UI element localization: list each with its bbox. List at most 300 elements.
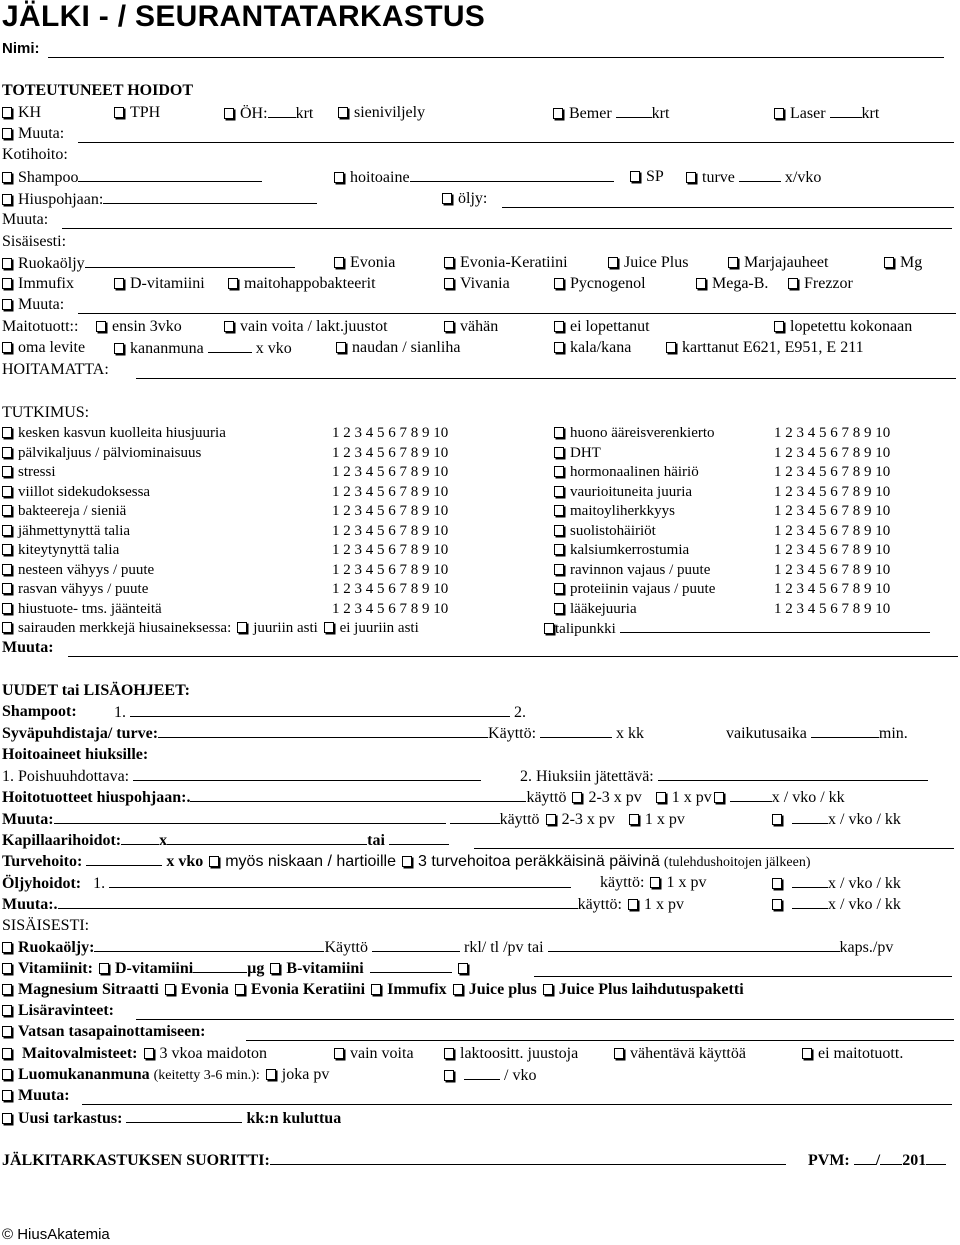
karttanut-checkbox[interactable]: [666, 342, 676, 353]
study-right-label: proteiinin vajaus / puute: [570, 581, 716, 597]
study-right-checkbox[interactable]: [554, 486, 564, 497]
sairauden-label: sairauden merkkejä hiusaineksessa:: [18, 620, 232, 636]
vivania-label: Vivania: [460, 275, 510, 292]
study-left-label: jähmettynyttä talia: [18, 522, 131, 539]
scalp-products-row: [2, 786, 958, 808]
juuriin-checkbox[interactable]: [237, 622, 247, 633]
ruokaoljy2-kaytto-field[interactable]: [372, 936, 460, 952]
immufix2-checkbox[interactable]: [371, 984, 381, 995]
internal2-label: SISÄISESTI:: [2, 917, 90, 934]
vaikutusaika-min: min.: [878, 725, 908, 742]
evonia2-label: Evonia: [180, 981, 229, 998]
conditioner-row: [2, 765, 958, 787]
sieniviljely-checkbox[interactable]: [338, 107, 348, 118]
hoitoaine-label: hoitoaine: [350, 169, 410, 186]
ruokaoljy2-label: Ruokaöljy:: [18, 939, 95, 956]
juice-plus-checkbox[interactable]: [608, 257, 618, 268]
marjajauheet-checkbox[interactable]: [728, 257, 738, 268]
muuta-dot-field[interactable]: [58, 893, 578, 909]
shampoo-field[interactable]: [78, 166, 262, 182]
maitohappo-checkbox[interactable]: [228, 278, 238, 289]
vitamiinit-row: [2, 957, 958, 979]
ensin3-label: ensin 3vko: [112, 318, 182, 335]
vahentava-checkbox[interactable]: [614, 1048, 624, 1059]
internal-other-label: Muuta:: [18, 296, 65, 313]
oljyhoidot-row: [2, 872, 958, 894]
hoitoaineet-label: Hoitoaineet hiuksille:: [2, 746, 149, 763]
rating-scale[interactable]: 1 2 3 4 5 6 7 8 9 10: [332, 503, 449, 519]
study-left-checkbox[interactable]: [2, 447, 12, 458]
tph-checkbox[interactable]: [114, 107, 124, 118]
bvit-checkbox[interactable]: [270, 963, 280, 974]
pycnogenol-checkbox[interactable]: [554, 278, 564, 289]
study-right-checkbox[interactable]: [554, 583, 564, 594]
uusi-row: [2, 1107, 958, 1129]
dvit2-field[interactable]: [193, 957, 247, 973]
ei-lopettanut-checkbox[interactable]: [554, 321, 564, 332]
home-care-label: Kotihoito:: [2, 146, 68, 163]
treatments-row: [2, 102, 958, 124]
pvm-year: 201: [902, 1152, 927, 1169]
ei-maito-checkbox[interactable]: [802, 1048, 812, 1059]
study-left-checkbox[interactable]: [2, 544, 12, 555]
study-other-field[interactable]: [68, 641, 958, 657]
hiuspohjaan-kaytto: käyttö: [526, 789, 567, 806]
dvit2-label: D-vitamiini: [114, 960, 194, 977]
study-other-row: [2, 637, 958, 659]
oljyhoidot-field[interactable]: [109, 872, 571, 888]
rating-scale[interactable]: 1 2 3 4 5 6 7 8 9 10: [774, 522, 891, 539]
oljy-checkbox[interactable]: [442, 193, 452, 204]
name-field[interactable]: [48, 42, 944, 58]
talipunkki-label: talipunkki: [555, 621, 616, 637]
hoitoaineet-heading: [2, 744, 958, 766]
new-other-1: 1 x pv: [644, 811, 685, 828]
new-other-x-checkbox[interactable]: [772, 814, 782, 825]
internal-other-field[interactable]: [78, 298, 956, 314]
study-right-checkbox[interactable]: [554, 603, 564, 614]
rating-scale[interactable]: 1 2 3 4 5 6 7 8 9 10: [774, 581, 891, 597]
evonia-label: Evonia: [350, 254, 396, 271]
mg-checkbox[interactable]: [884, 257, 894, 268]
vitamiinit-checkbox[interactable]: [2, 963, 12, 974]
oljyhoidot-1-checkbox[interactable]: [650, 877, 660, 888]
maitovalmisteet-label: Maitovalmisteet:: [22, 1045, 138, 1062]
study-left-checkbox[interactable]: [2, 466, 12, 477]
shampoot-row: [2, 701, 958, 723]
study-right-label: vaurioituneita juuria: [570, 483, 693, 500]
turvehoito-row: [2, 850, 958, 872]
pvm-label: PVM:: [808, 1152, 850, 1169]
hiuspohjaan-label2: Hoitotuotteet hiuspohjaan:.: [2, 789, 191, 806]
muuta-dot-x-checkbox[interactable]: [772, 899, 782, 910]
study-right-label: maitoyliherkkyys: [570, 503, 675, 519]
rating-scale[interactable]: 1 2 3 4 5 6 7 8 9 10: [332, 483, 449, 500]
oljy-field[interactable]: [502, 192, 954, 208]
naudan-checkbox[interactable]: [336, 342, 346, 353]
evonia-keratiini-label: Evonia-Keratiini: [460, 254, 568, 271]
turve3-checkbox[interactable]: [402, 856, 412, 867]
dvit-checkbox[interactable]: [114, 278, 124, 289]
vitamiinit-other-checkbox[interactable]: [458, 963, 468, 974]
hiuspohjaan-field[interactable]: [103, 188, 317, 204]
new-other-field[interactable]: [54, 808, 446, 824]
pvm-month-field[interactable]: [880, 1149, 902, 1165]
rating-scale[interactable]: 1 2 3 4 5 6 7 8 9 10: [332, 522, 449, 539]
muuta-dot-1-checkbox[interactable]: [628, 899, 638, 910]
vain-voita2-label: vain voita: [350, 1045, 414, 1062]
rating-scale[interactable]: 1 2 3 4 5 6 7 8 9 10: [774, 425, 891, 441]
laser-label: Laser: [790, 105, 826, 122]
rating-scale[interactable]: 1 2 3 4 5 6 7 8 9 10: [774, 464, 891, 480]
turve-field[interactable]: [739, 166, 781, 182]
study-heading: [2, 402, 958, 424]
new-other-field-2[interactable]: [450, 808, 500, 824]
new-heading: [2, 680, 958, 702]
hoitoaine-checkbox[interactable]: [334, 172, 344, 183]
syvapuhdistaja-kaytto-field[interactable]: [540, 722, 612, 738]
tph-label: TPH: [130, 104, 161, 121]
muuta-dot-1: 1 x pv: [644, 896, 684, 913]
vivania-checkbox[interactable]: [444, 278, 454, 289]
ruokaoljy2-row: [2, 936, 958, 958]
ruokaoljy2-kaps: kaps./pv: [839, 939, 894, 956]
internal2-other-row: [2, 1085, 958, 1107]
new-other-23: 2-3 x pv: [561, 811, 615, 828]
oljy-label: öljy:: [458, 190, 488, 207]
study-right-checkbox[interactable]: [554, 505, 564, 516]
rating-scale[interactable]: 1 2 3 4 5 6 7 8 9 10: [332, 444, 449, 461]
study-left-label: nesteen vähyys / puute: [18, 561, 155, 578]
hiuspohjaan-1-checkbox[interactable]: [656, 792, 666, 803]
study-left-label: kiteytynyttä talia: [18, 542, 120, 558]
oljyhoidot-label: Öljyhoidot:: [2, 875, 82, 892]
name-row: [2, 38, 958, 60]
vahan-checkbox[interactable]: [444, 321, 454, 332]
study-right-checkbox[interactable]: [554, 525, 564, 536]
luomu-vko-field[interactable]: [464, 1064, 500, 1080]
ruokaoljy2-checkbox[interactable]: [2, 942, 12, 953]
oljyhoidot-x-field[interactable]: [792, 872, 828, 888]
form-title: JÄLKI - / SEURANTATARKASTUS: [2, 0, 486, 33]
study-right-checkbox[interactable]: [554, 564, 564, 575]
vahan-label: vähän: [460, 318, 499, 335]
shampoo-checkbox[interactable]: [2, 172, 12, 183]
study-right-label: lääkejuuria: [570, 600, 637, 617]
study-left-label: stressi: [18, 464, 56, 480]
laktoositt-checkbox[interactable]: [444, 1048, 454, 1059]
study-left-checkbox[interactable]: [2, 525, 12, 536]
home-other-label: Muuta:: [2, 211, 49, 228]
rating-scale[interactable]: 1 2 3 4 5 6 7 8 9 10: [332, 425, 449, 441]
kapillaari-x: x: [159, 832, 168, 849]
evonia-checkbox[interactable]: [334, 257, 344, 268]
syvapuhdistaja-xkk: x kk: [616, 725, 645, 742]
study-right-checkbox[interactable]: [554, 447, 564, 458]
rating-scale[interactable]: 1 2 3 4 5 6 7 8 9 10: [774, 483, 891, 500]
turvehoito-xvko: x vko: [166, 853, 204, 870]
frezzor-checkbox[interactable]: [788, 278, 798, 289]
new-other-xvkokk: x / vko / kk: [828, 811, 901, 828]
kapillaari-field-4[interactable]: [474, 833, 954, 849]
internal-heading: [2, 231, 958, 253]
ruokaoljy2-field[interactable]: [94, 936, 324, 952]
hiuspohjaan-23-checkbox[interactable]: [572, 792, 582, 803]
lisaravinteet-row: [2, 1000, 958, 1022]
evonia-k2-checkbox[interactable]: [235, 984, 245, 995]
internal2-other-label: Muuta:: [18, 1087, 70, 1104]
dvit2-checkbox[interactable]: [99, 963, 109, 974]
rating-scale[interactable]: 1 2 3 4 5 6 7 8 9 10: [774, 542, 891, 558]
ei-juuriin-checkbox[interactable]: [324, 622, 334, 633]
study-right-checkbox[interactable]: [554, 466, 564, 477]
turve-label: turve: [702, 169, 735, 186]
laser-count-field[interactable]: [830, 102, 862, 118]
pvm-year-field[interactable]: [926, 1149, 946, 1165]
niskaan-label: myös niskaan / hartioille: [225, 853, 396, 870]
new-other-row: [2, 808, 958, 830]
hoitoaine-field[interactable]: [410, 166, 614, 182]
uusi-field[interactable]: [126, 1107, 242, 1123]
juice-laihd-checkbox[interactable]: [543, 984, 553, 995]
internal-label: Sisäisesti:: [2, 233, 67, 250]
muuta-dot-x-field[interactable]: [792, 893, 828, 909]
maitovalmisteet-checkbox[interactable]: [2, 1048, 12, 1059]
internal-other-checkbox[interactable]: [2, 299, 12, 310]
disease-signs-row: [2, 617, 958, 639]
oljyhoidot-x-checkbox[interactable]: [772, 878, 782, 889]
luomu-label: Luomukananmuna: [18, 1066, 150, 1083]
three-vkoa-checkbox[interactable]: [144, 1048, 154, 1059]
rating-scale[interactable]: 1 2 3 4 5 6 7 8 9 10: [332, 600, 449, 617]
laktoositt-label: laktoositt. juustoja: [460, 1045, 579, 1062]
vain-voita-checkbox[interactable]: [224, 321, 234, 332]
study-right-checkbox[interactable]: [554, 427, 564, 438]
sairauden-checkbox[interactable]: [2, 622, 12, 633]
rating-scale[interactable]: 1 2 3 4 5 6 7 8 9 10: [774, 600, 891, 617]
juice2-checkbox[interactable]: [453, 984, 463, 995]
juice-plus-label: Juice Plus: [624, 254, 689, 271]
rating-scale[interactable]: 1 2 3 4 5 6 7 8 9 10: [332, 581, 449, 597]
study-left-label: hiustuote- tms. jäänteitä: [18, 600, 162, 617]
oma-levite-checkbox[interactable]: [2, 342, 12, 353]
study-left-checkbox[interactable]: [2, 505, 12, 516]
kh-checkbox[interactable]: [2, 107, 12, 118]
sp-checkbox[interactable]: [630, 171, 640, 182]
syvapuhdistaja-row: [2, 722, 958, 744]
uusi-checkbox[interactable]: [2, 1113, 12, 1124]
kala-checkbox[interactable]: [554, 342, 564, 353]
kapillaari-field[interactable]: [121, 829, 159, 845]
syvapuhdistaja-label: Syväpuhdistaja/ turve:: [2, 725, 159, 742]
hiuspohjaan-1: 1 x pv: [671, 789, 712, 806]
home-care-row: [2, 166, 958, 188]
kapillaari-field-3[interactable]: [389, 829, 449, 845]
study-left-checkbox[interactable]: [2, 603, 12, 614]
pvm-day-field[interactable]: [854, 1149, 876, 1165]
rating-scale[interactable]: 1 2 3 4 5 6 7 8 9 10: [332, 542, 449, 558]
shampoo-1-field[interactable]: [130, 701, 510, 717]
maitovalmisteet-row: [2, 1043, 958, 1065]
vatsan-field[interactable]: [246, 1025, 954, 1041]
maitohappo-label: maitohappobakteerit: [244, 275, 376, 292]
vahentava-label: vähentävä käyttöä: [630, 1045, 746, 1062]
talipunkki-field[interactable]: [620, 617, 930, 633]
ruokaoljy2-rkl: rkl/ tl /pv tai: [464, 939, 544, 956]
immufix2-label: Immufix: [387, 981, 447, 998]
evonia-k2-label: Evonia Keratiini: [250, 981, 366, 998]
oljyhoidot-one: 1.: [93, 875, 106, 892]
vaikutusaika-field[interactable]: [811, 722, 879, 738]
internal2-other-checkbox[interactable]: [2, 1090, 12, 1101]
bemer-checkbox[interactable]: [553, 108, 563, 119]
ei-juuriin-label: ei juuriin asti: [339, 620, 419, 636]
other-label: Muuta:: [18, 125, 65, 142]
shampoot-one: 1.: [114, 704, 126, 721]
home-other-row: [2, 209, 958, 231]
magnesium-label: Magnesium Sitraatti: [18, 981, 159, 998]
new-other-kaytto: käyttö: [499, 811, 540, 828]
rating-scale[interactable]: 1 2 3 4 5 6 7 8 9 10: [774, 444, 891, 461]
syvapuhdistaja-field[interactable]: [158, 722, 488, 738]
laser-checkbox[interactable]: [774, 108, 784, 119]
study-right-label: huono ääreisverenkierto: [570, 425, 715, 441]
internal-row-2: [2, 273, 958, 295]
joka-pv-checkbox[interactable]: [266, 1069, 276, 1080]
study-right-label: kalsiumkerrostumia: [570, 542, 690, 558]
shampoot-label: Shampoot:: [2, 703, 77, 720]
rating-scale[interactable]: 1 2 3 4 5 6 7 8 9 10: [774, 561, 891, 578]
jatettava-label: 2. Hiuksiin jätettävä:: [520, 768, 654, 785]
rating-scale[interactable]: 1 2 3 4 5 6 7 8 9 10: [332, 561, 449, 578]
kananmuna-field[interactable]: [208, 337, 252, 353]
talipunkki-checkbox[interactable]: [544, 623, 554, 634]
kananmuna-checkbox[interactable]: [114, 343, 124, 354]
new-other-label: Muuta:: [2, 811, 54, 828]
dvit2-unit: µg: [247, 960, 265, 977]
ei-maito-label: ei maitotuott.: [818, 1045, 904, 1062]
hiuspohjaan-23: 2-3 x pv: [588, 789, 642, 806]
lopetettu-label: lopetettu kokonaan: [790, 318, 913, 335]
kapillaari-row: [2, 829, 958, 851]
poishuuhdottava-field[interactable]: [133, 765, 481, 781]
study-left-checkbox[interactable]: [2, 583, 12, 594]
hiuspohjaan-product-field[interactable]: [190, 786, 526, 802]
hoitamatta-row: [2, 359, 958, 381]
study-other-label: Muuta:: [2, 639, 54, 656]
other-field[interactable]: [78, 127, 954, 143]
oh-count-field[interactable]: [268, 102, 296, 118]
lopetettu-checkbox[interactable]: [774, 321, 784, 332]
vain-voita2-checkbox[interactable]: [334, 1048, 344, 1059]
rating-scale[interactable]: 1 2 3 4 5 6 7 8 9 10: [774, 503, 891, 519]
luomu-vko-label: / vko: [504, 1067, 537, 1084]
home-other-field[interactable]: [62, 213, 952, 229]
hoitamatta-label: HOITAMATTA:: [2, 361, 109, 378]
study-left-label: viillot sidekudoksessa: [18, 483, 151, 500]
frezzor-label: Frezzor: [804, 275, 853, 292]
immufix-checkbox[interactable]: [2, 278, 12, 289]
joka-pv-label: joka pv: [281, 1066, 330, 1083]
new-other-1-checkbox[interactable]: [629, 814, 639, 825]
megab-checkbox[interactable]: [696, 278, 706, 289]
ruokaoljy-field[interactable]: [85, 252, 295, 268]
turve3-note: (tulehdushoitojen jälkeen): [663, 855, 811, 870]
ruokaoljy2-kaps-field[interactable]: [548, 936, 840, 952]
study-right-checkbox[interactable]: [554, 544, 564, 555]
turve-checkbox[interactable]: [686, 172, 696, 183]
kapillaari-field-2[interactable]: [167, 829, 367, 845]
kapillaari-label: Kapillaarihoidot:: [2, 832, 122, 849]
vatsan-checkbox[interactable]: [2, 1026, 12, 1037]
rating-scale[interactable]: 1 2 3 4 5 6 7 8 9 10: [332, 464, 449, 480]
evonia2-checkbox[interactable]: [165, 984, 175, 995]
shampoot-two: 2.: [514, 704, 526, 721]
bemer-count-field[interactable]: [616, 102, 652, 118]
sieniviljely-label: sieniviljely: [354, 104, 426, 121]
vatsan-label: Vatsan tasapainottamiseen:: [18, 1023, 206, 1040]
luomu-row: [2, 1064, 958, 1086]
supplements-row: [2, 979, 958, 1001]
luomu-checkbox[interactable]: [2, 1069, 12, 1080]
kapillaari-tai: tai: [367, 832, 385, 849]
hoitamatta-field[interactable]: [136, 363, 956, 379]
vitamiinit-other-field[interactable]: [534, 961, 952, 977]
suoritti-field[interactable]: [270, 1149, 786, 1165]
immufix-label: Immufix: [18, 275, 74, 292]
turvehoito-field[interactable]: [86, 850, 162, 866]
juuriin-label: juuriin asti: [253, 620, 318, 636]
niskaan-checkbox[interactable]: [209, 856, 219, 867]
study-left-label: bakteereja / sieniä: [18, 503, 127, 519]
bvit-label: B-vitamiini: [286, 960, 364, 977]
study-left-checkbox[interactable]: [2, 564, 12, 575]
study-right-label: suolistohäiriöt: [570, 522, 656, 539]
syvapuhdistaja-kaytto: Käyttö:: [488, 725, 537, 742]
shampoo-label: Shampoo: [18, 169, 79, 186]
muuta-dot-label: Muuta:.: [2, 896, 58, 913]
bvit-field[interactable]: [370, 957, 452, 973]
hiuspohjaan-x-checkbox[interactable]: [714, 792, 724, 803]
other-checkbox[interactable]: [2, 128, 12, 139]
ruokaoljy-checkbox[interactable]: [2, 258, 12, 269]
dairy-row: [2, 316, 958, 338]
hiuspohjaan-x-field[interactable]: [730, 786, 772, 802]
lisaravinteet-field[interactable]: [136, 1004, 954, 1020]
new-other-x-field[interactable]: [792, 808, 828, 824]
bemer-krt-label: krt: [651, 105, 670, 122]
evonia-keratiini-checkbox[interactable]: [444, 257, 454, 268]
oh-checkbox[interactable]: [224, 108, 234, 119]
suoritti-row: [2, 1149, 958, 1171]
internal2-other-field[interactable]: [82, 1089, 952, 1105]
lisaravinteet-checkbox[interactable]: [2, 1005, 12, 1016]
study-left-checkbox[interactable]: [2, 427, 12, 438]
internal-row-1: [2, 252, 958, 274]
oljyhoidot-1: 1 x pv: [666, 874, 707, 891]
jatettava-field[interactable]: [658, 765, 928, 781]
new-other-23-checkbox[interactable]: [546, 814, 556, 825]
marjajauheet-label: Marjajauheet: [744, 254, 829, 271]
magnesium-checkbox[interactable]: [2, 984, 12, 995]
megab-label: Mega-B.: [712, 275, 769, 292]
hiuspohjaan-checkbox[interactable]: [2, 194, 12, 205]
ensin3-checkbox[interactable]: [96, 321, 106, 332]
luomu-vko-checkbox[interactable]: [444, 1070, 454, 1081]
naudan-label: naudan / sianliha: [352, 339, 461, 356]
study-left-checkbox[interactable]: [2, 486, 12, 497]
ruokaoljy2-kaytto: Käyttö: [324, 939, 368, 956]
